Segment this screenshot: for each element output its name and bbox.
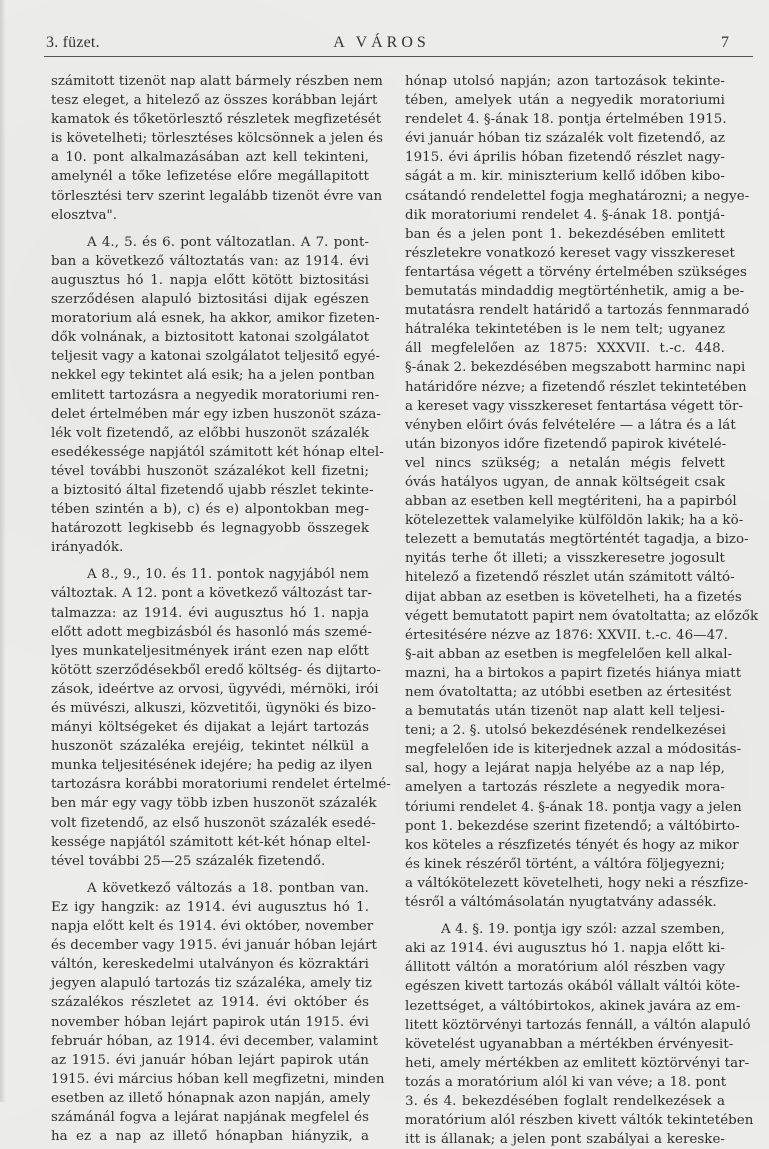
text-line: február hóban, az 1914. évi december, valamint (51, 1033, 379, 1049)
text-line: moratórium alól részben kivett váltók tekintetében (405, 1113, 754, 1129)
text-line: szerződésen alapuló biztositási dijak egészen (51, 292, 369, 308)
text-line: kötött szerződésekből eredő költség- és dijtarto- (51, 662, 381, 678)
text-line: is követelheti; törlesztéses kölcsönnek a jelen és (51, 131, 383, 147)
text-line: munka teljesitésének idejére; ha pedig az ilyen (51, 758, 373, 774)
left-column (51, 72, 391, 1146)
text-line: dijat abban az esetben is követelheti, ha a fizetés (405, 589, 742, 605)
text-line: tével további 25—25 százalék fizetendő. (51, 853, 326, 869)
text-line: kötelezettek valamelyike külföldön lakik; ha a kö- (405, 513, 744, 529)
text-line: hátraléka tekintetében is le nem telt; ugyanez (405, 322, 725, 338)
text-line: nem óvatoltatta; az utóbbi esetben az értesitést (405, 685, 732, 700)
text-line: telezett a bemutatás megtörténtét tagadja, a bizo- (405, 532, 749, 548)
paragraph (51, 565, 391, 871)
text-line: évi január hóban tiz százalék volt fizetendő, az (405, 131, 725, 147)
text-line: csátandó rendelettel fogja meghatározni; a negye- (405, 188, 750, 204)
text-line: ben már egy vagy több izben huszonöt százalék (51, 796, 377, 812)
text-line: amelyen a tartozás részlete a negyedik mora- (405, 780, 725, 796)
text-line: állitott váltón a moratórium alól részben vagy (405, 960, 725, 976)
text-line: tesz eleget, a hitelező az összes korábban lejárt (51, 93, 378, 109)
text-line: huszonöt százaléka erejéig, tekintet nélkül a (51, 739, 369, 755)
text-line: november hóban lejárt papirok után 1915. évi (51, 1014, 369, 1030)
text-line: mányi költségeket és dijakat a lejárt tartozás (51, 720, 369, 736)
text-line: nekkel egy tekintet alá esik; ha a jelen pontban (51, 368, 375, 384)
text-line: a bemutatás után tizenöt nap alatt kell teljesi- (405, 704, 725, 720)
text-line: ha ez a nap az illető hónapban hiányzik, a (51, 1129, 369, 1145)
text-line: Ez igy hangzik: az 1914. évi augusztus hó 1. (51, 899, 369, 915)
text-line: 3. és 4. bekezdésében foglalt rendelkezések a (405, 1093, 725, 1109)
text-line: A 4., 5. és 6. pont változatlan. A 7. pont- (87, 234, 369, 250)
text-line: tével további huszonöt százalékot kell fizetni; (51, 463, 369, 479)
text-line: elosztva". (51, 207, 118, 223)
text-line: törlesztési terv szerint legalább tizenöt évre van (51, 188, 383, 204)
text-line: teljesit vagy a katonai szolgálatot teljesitő egyé- (51, 349, 381, 365)
text-line: százalékos részletet az 1914. évi október és (51, 995, 369, 1011)
text-line: váltón, kereskedelmi utalványon és közraktári (51, 957, 369, 973)
text-line: 1915. évi március hóban kell megfizetni, minden (51, 1071, 385, 1087)
right-column (405, 72, 759, 1149)
text-line: a váltókötelezett követelheti, hogy neki a részfize- (405, 875, 749, 891)
text-line: dik moratoriumi rendelet 4. §-ának 18. pontjá- (405, 207, 725, 223)
text-line: ságát a m. kir. miniszterium kellő időben kibo- (405, 169, 725, 185)
text-line: számitott tizenöt nap alatt bármely részben nem (51, 74, 383, 89)
text-line: esedékessége napjától számitott két hónap eltel- (51, 444, 384, 460)
text-line: és december vagy 1915. évi január hóban lejárt (51, 938, 377, 954)
text-line: lék volt fizetendő, az előbbi huszonöt százalék (51, 425, 369, 441)
text-line: tartozásra korábbi moratoriumi rendelet értelmé- (51, 777, 391, 793)
text-line: ban és a jelen pont 1. bekezdésében emlitett (405, 226, 725, 242)
text-line: után bizonyos időre fizetendő papirok kivételé- (405, 436, 727, 452)
text-line: emlitett tartozásra a negyedik moratoriumi ren- (51, 387, 380, 403)
text-line: határozott legkisebb és legnagyobb összegek (51, 521, 369, 537)
issue-label: 3. füzet. (46, 34, 100, 51)
text-line: vényben előirt óvás felvételére — a látra és a lát (405, 417, 736, 433)
text-line: változtak. A 12. pont a következő változást tar- (51, 586, 372, 602)
text-line: rendelet 4. §-ának 18. pontja értelmében 1915. (405, 112, 727, 128)
text-line: lyes munkateljesitmények iránt ezen nap előtt (51, 643, 369, 659)
text-line: amelynél a tőke lefizetése előre megállapitott (51, 169, 369, 185)
text-line: nyitás terhe őt illeti; a visszkeresetre jogosult (405, 551, 725, 567)
text-line: áll megfelelően az 1875: XXXVII. t.-c. 448. (405, 341, 725, 357)
text-line: jegyen alapuló tartozás tiz százaléka, amely tiz (51, 976, 373, 992)
text-line: a biztositó által fizetendő ujabb részlet tekinte- (51, 482, 374, 498)
text-line: bemutatás mindaddig megtörténhetik, amig a be- (405, 284, 745, 300)
text-line: kessége napjától számitott két-két hónap eltel- (51, 834, 371, 850)
text-line: A következő változás a 18. pontban van. (87, 880, 369, 896)
text-line: volt fizetendő, az első huszonöt százalék esedé- (51, 815, 376, 831)
text-line: megfelelően ide is kiterjednek azzal a módositás- (405, 742, 742, 758)
text-line: fentartása végett a törvény értelmében szükséges (405, 264, 747, 280)
text-line: óvás hatályos ugyan, de annak költségeit csak (405, 474, 725, 490)
text-line: itt is állanak; a jelen pont szabályai a kereske- (405, 1132, 725, 1148)
text-line: §-ának 2. bekezdésében megszabott harminc napi (405, 360, 746, 376)
text-line: aki az 1914. évi augusztus hó 1. napja előtt ki- (405, 941, 725, 957)
text-line: vel nincs szükség; a netalán mégis felvett (405, 455, 725, 471)
text-line: tozás a moratórium alól ki van véve; a 18. pont (405, 1074, 727, 1090)
text-line: mazni, ha a birtokos a papirt fizetés hiánya miatt (405, 665, 742, 681)
text-line: végett bemutatott papirt nem óvatoltatta; az előzők (405, 608, 759, 624)
text-line: §-ait abban az esetben is megfelelően kell alkal- (405, 646, 733, 662)
text-line: kamatok és tőketörlesztő részletek megfizetését (51, 112, 382, 128)
text-line: talmazza: az 1914. évi augusztus hó 1. napja (51, 605, 369, 621)
text-line: dők volnának, a biztositott katonai szolgálatot (51, 330, 369, 346)
text-line: és müvészi, alkuszi, közvetitői, ügynöki és bizo- (51, 701, 377, 716)
text-line: előtt adott megbizásból és hasonló más szemé- (51, 624, 372, 640)
text-line: hitelező a fizetendő részlet után számitott váltó- (405, 570, 735, 586)
text-line: hónap utolsó napján; azon tartozások tekinte- (405, 74, 725, 89)
text-line: követelést ugyanabban a mértékben érvényesit- (405, 1036, 734, 1052)
paragraph-gap (51, 557, 369, 565)
page-number: 7 (721, 34, 729, 51)
text-line: teni; a 2. §. utolsó bekezdésének rendelkezései (405, 723, 726, 739)
text-line: tésről a váltómásolatán nyugtatvány adassék. (405, 895, 717, 911)
text-line: litett köztörvényi tartozás fennáll, a váltón alapuló (405, 1017, 751, 1033)
text-line: tében, amelyek után a negyedik moratoriumi (405, 93, 725, 109)
paragraph (51, 233, 384, 558)
running-header (44, 34, 749, 58)
text-line: augusztus hó 1. napja előtt kötött biztositási (51, 272, 369, 288)
text-line: delet értelmében már egy izben huszonöt száza- (51, 406, 381, 422)
text-line: sal, hogy a lejárat napja helyébe az a nap lép, (405, 761, 725, 777)
text-line: a 10. pont alkalmazásában azt kell tekinteni, (51, 150, 369, 166)
text-line: moratorium alá esnek, ha akkor, amikor fizeten- (51, 311, 380, 327)
page-edge-shadow (0, 0, 6, 1102)
text-line: a kereset vagy visszkereset fentartása végett tör- (405, 398, 744, 414)
text-line: részletekre vonatkozó kereset vagy visszkereset (405, 245, 735, 261)
text-line: pont 1. bekezdése szerint fizetendő; a váltóbirto- (405, 818, 740, 834)
text-line: abban az esetben kell megtériteni, ha a papirból (405, 494, 737, 510)
text-line: számánál fogva a lejárat napjának megfelel és (51, 1109, 369, 1125)
text-line: napja előtt kelt és 1914. évi október, november (51, 919, 374, 935)
header-rule (44, 56, 753, 57)
text-line: A 4. §. 19. pontja igy szól: azzal szemben, (441, 922, 725, 938)
text-line: heti, amely mértékben az emlitett köztörvényi tar- (405, 1055, 750, 1071)
text-line: tóriumi rendelet 4. §-ának 18. pontja vagy a jelen (405, 799, 742, 815)
text-line: esetben az illető hónapnak azon napján, amely (51, 1090, 371, 1106)
text-line: egészen kivett tartozás okából vállalt váltói köte- (405, 979, 741, 995)
text-line: kos köteles a részfizetés tényét és hogy az mikor (405, 837, 739, 853)
text-line: tében szintén a b), c) és e) alpontokban meg- (51, 502, 369, 518)
text-line: határidőre nézve; a fizetendő részlet tekintetében (405, 379, 747, 395)
paragraph-gap (51, 225, 369, 233)
text-line: lezettséget, a váltóbirtokos, akinek javára az em- (405, 998, 741, 1014)
text-line: értesitésére nézve az 1876: XXVII. t.-c. 46—47. (405, 627, 729, 643)
text-line: mutatásra rendelt határidő a tartozás fennmaradó (405, 303, 750, 319)
paragraph (51, 72, 383, 225)
text-line: ban a következő változtatás van: az 1914. évi (51, 253, 369, 269)
paragraph (405, 72, 759, 912)
text-line: zások, ideértve az orvosi, ügyvédi, mérnöki, irói (51, 681, 379, 697)
paragraph (405, 920, 754, 1149)
paragraph-gap (405, 912, 725, 920)
paragraph-gap (51, 871, 369, 879)
text-line: irányadók. (51, 540, 124, 556)
paragraph (51, 879, 385, 1146)
text-line: A 8., 9., 10. és 11. pontok nagyjából nem (87, 567, 369, 583)
journal-title: A VÁROS (333, 34, 430, 51)
text-line: 1915. évi április hóban fizetendő részlet nagy- (405, 150, 725, 166)
text-line: az 1915. évi január hóban lejárt papirok után (51, 1052, 369, 1068)
text-line: és kinek részéről történt, a váltóra följegyezni; (405, 856, 725, 872)
